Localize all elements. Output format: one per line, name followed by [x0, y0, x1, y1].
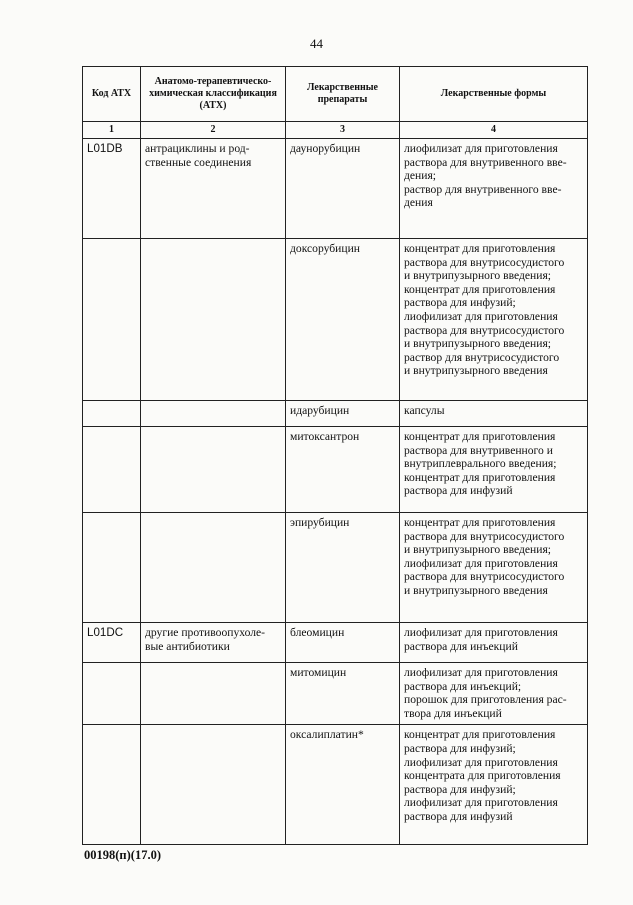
dosage-forms-cell: [400, 427, 588, 513]
atx-code-cell: L01DC: [83, 623, 141, 663]
atx-drug-table: [82, 66, 588, 845]
table-row: [83, 623, 588, 663]
dosage-form-line: раствор для внутривенного вве-: [404, 182, 562, 196]
table-row: [83, 663, 588, 725]
drug-name-cell: идарубицин: [286, 401, 400, 427]
dosage-form-line: лиофилизат для приготовления: [404, 556, 558, 570]
dosage-form-line: концентрат для приготовления: [404, 516, 556, 529]
atx-code-cell: [83, 725, 141, 845]
table-row: [83, 239, 588, 401]
atx-code-cell: [83, 401, 141, 427]
dosage-form-line: раствора для внутрисосудистого: [404, 255, 565, 269]
table-row: [83, 139, 588, 239]
dosage-form-line: раствора для инфузий: [404, 484, 513, 498]
document-footer-code: 00198(п)(17.0): [84, 848, 161, 862]
dosage-form-line: концентрат для приготовления: [404, 242, 556, 255]
dosage-form-line: дения: [404, 196, 433, 210]
dosage-form-line: раствора для инфузий: [404, 809, 513, 823]
dosage-form-line: раствора для внутрисосудистого: [404, 323, 565, 337]
dosage-form-line: раствора для внутрисосудистого: [404, 570, 565, 584]
dosage-forms-cell: [400, 725, 588, 845]
dosage-form-line: порошок для приготовления рас-: [404, 693, 567, 707]
dosage-form-line: лиофилизат для приготовления: [404, 309, 558, 323]
dosage-form-line: твора для инъекций: [404, 706, 502, 720]
classification-cell: [141, 623, 286, 663]
drug-name-cell: даунорубицин: [286, 139, 400, 239]
dosage-form-line: лиофилизат для приготовления: [404, 666, 558, 679]
header-drugs: Лекарственные препараты: [286, 67, 400, 122]
header-classification: Анатомо-терапевтическо-химическая классификация (АТХ): [141, 67, 286, 122]
dosage-form-line: раствора для инъекций;: [404, 679, 522, 693]
column-number: 3: [286, 122, 400, 139]
dosage-form-line: внутриплеврального введения;: [404, 457, 557, 471]
dosage-forms-cell: [400, 401, 588, 427]
dosage-form-line: концентрат для приготовления: [404, 728, 556, 742]
dosage-form-line: концентрат для приготовления: [404, 282, 556, 296]
dosage-form-line: лиофилизат для приготовления: [404, 626, 558, 639]
dosage-forms-cell: [400, 139, 588, 239]
drug-name-cell: доксорубицин: [286, 239, 400, 401]
header-forms: Лекарственные формы: [400, 67, 588, 122]
classification-cell: [141, 725, 286, 845]
drug-name-cell: митомицин: [286, 663, 400, 725]
classification-cell: [141, 663, 286, 725]
dosage-forms-cell: [400, 663, 588, 725]
dosage-form-line: и внутрипузырного введения;: [404, 543, 551, 557]
column-number-row: [83, 122, 588, 139]
dosage-forms-cell: [400, 513, 588, 623]
dosage-form-line: и внутрипузырного введения;: [404, 337, 551, 351]
column-number: 1: [83, 122, 141, 139]
drug-name-cell: блеомицин: [286, 623, 400, 663]
dosage-form-line: лиофилизат для приготовления: [404, 755, 558, 769]
classification-line: ственные соединения: [145, 155, 252, 169]
atx-code-cell: L01DB: [83, 139, 141, 239]
table-row: [83, 725, 588, 845]
atx-code-cell: [83, 427, 141, 513]
dosage-form-line: раствора для внутрисосудистого: [404, 529, 565, 543]
classification-cell: [141, 239, 286, 401]
dosage-form-line: раствор для внутрисосудистого: [404, 350, 560, 364]
atx-code-cell: [83, 513, 141, 623]
header-atx-code: Код АТХ: [83, 67, 141, 122]
dosage-form-line: и внутрипузырного введения: [404, 583, 548, 597]
dosage-form-line: лиофилизат для приготовления: [404, 142, 558, 155]
dosage-form-line: и внутрипузырного введения: [404, 364, 548, 378]
classification-cell: [141, 513, 286, 623]
table-header-row: [83, 67, 588, 122]
dosage-forms-cell: [400, 239, 588, 401]
dosage-form-line: концентрата для приготовления: [404, 769, 561, 783]
atx-code-cell: [83, 663, 141, 725]
dosage-form-line: раствора для инфузий;: [404, 741, 516, 755]
atx-code-cell: [83, 239, 141, 401]
dosage-form-line: раствора для инфузий;: [404, 782, 516, 796]
column-number: 4: [400, 122, 588, 139]
dosage-form-line: раствора для инфузий;: [404, 296, 516, 310]
dosage-form-line: раствора для внутривенного и: [404, 443, 553, 457]
dosage-form-line: концентрат для приготовления: [404, 470, 556, 484]
table-row: [83, 513, 588, 623]
classification-line: вые антибиотики: [145, 639, 230, 653]
drug-name-cell: митоксантрон: [286, 427, 400, 513]
classification-cell: [141, 427, 286, 513]
dosage-form-line: капсулы: [404, 404, 445, 417]
table-row: [83, 427, 588, 513]
dosage-form-line: дения;: [404, 169, 437, 183]
drug-name-cell: оксалиплатин*: [286, 725, 400, 845]
dosage-form-line: лиофилизат для приготовления: [404, 796, 558, 810]
classification-line: антрациклины и род-: [145, 142, 250, 155]
dosage-forms-cell: [400, 623, 588, 663]
classification-line: другие противоопухоле-: [145, 626, 266, 639]
dosage-form-line: и внутрипузырного введения;: [404, 269, 551, 283]
dosage-form-line: концентрат для приготовления: [404, 430, 556, 443]
dosage-form-line: раствора для инъекций: [404, 639, 518, 653]
table-row: [83, 401, 588, 427]
column-number: 2: [141, 122, 286, 139]
dosage-form-line: раствора для внутривенного вве-: [404, 155, 567, 169]
classification-cell: [141, 139, 286, 239]
drug-name-cell: эпирубицин: [286, 513, 400, 623]
page-number: 44: [310, 36, 323, 51]
classification-cell: [141, 401, 286, 427]
